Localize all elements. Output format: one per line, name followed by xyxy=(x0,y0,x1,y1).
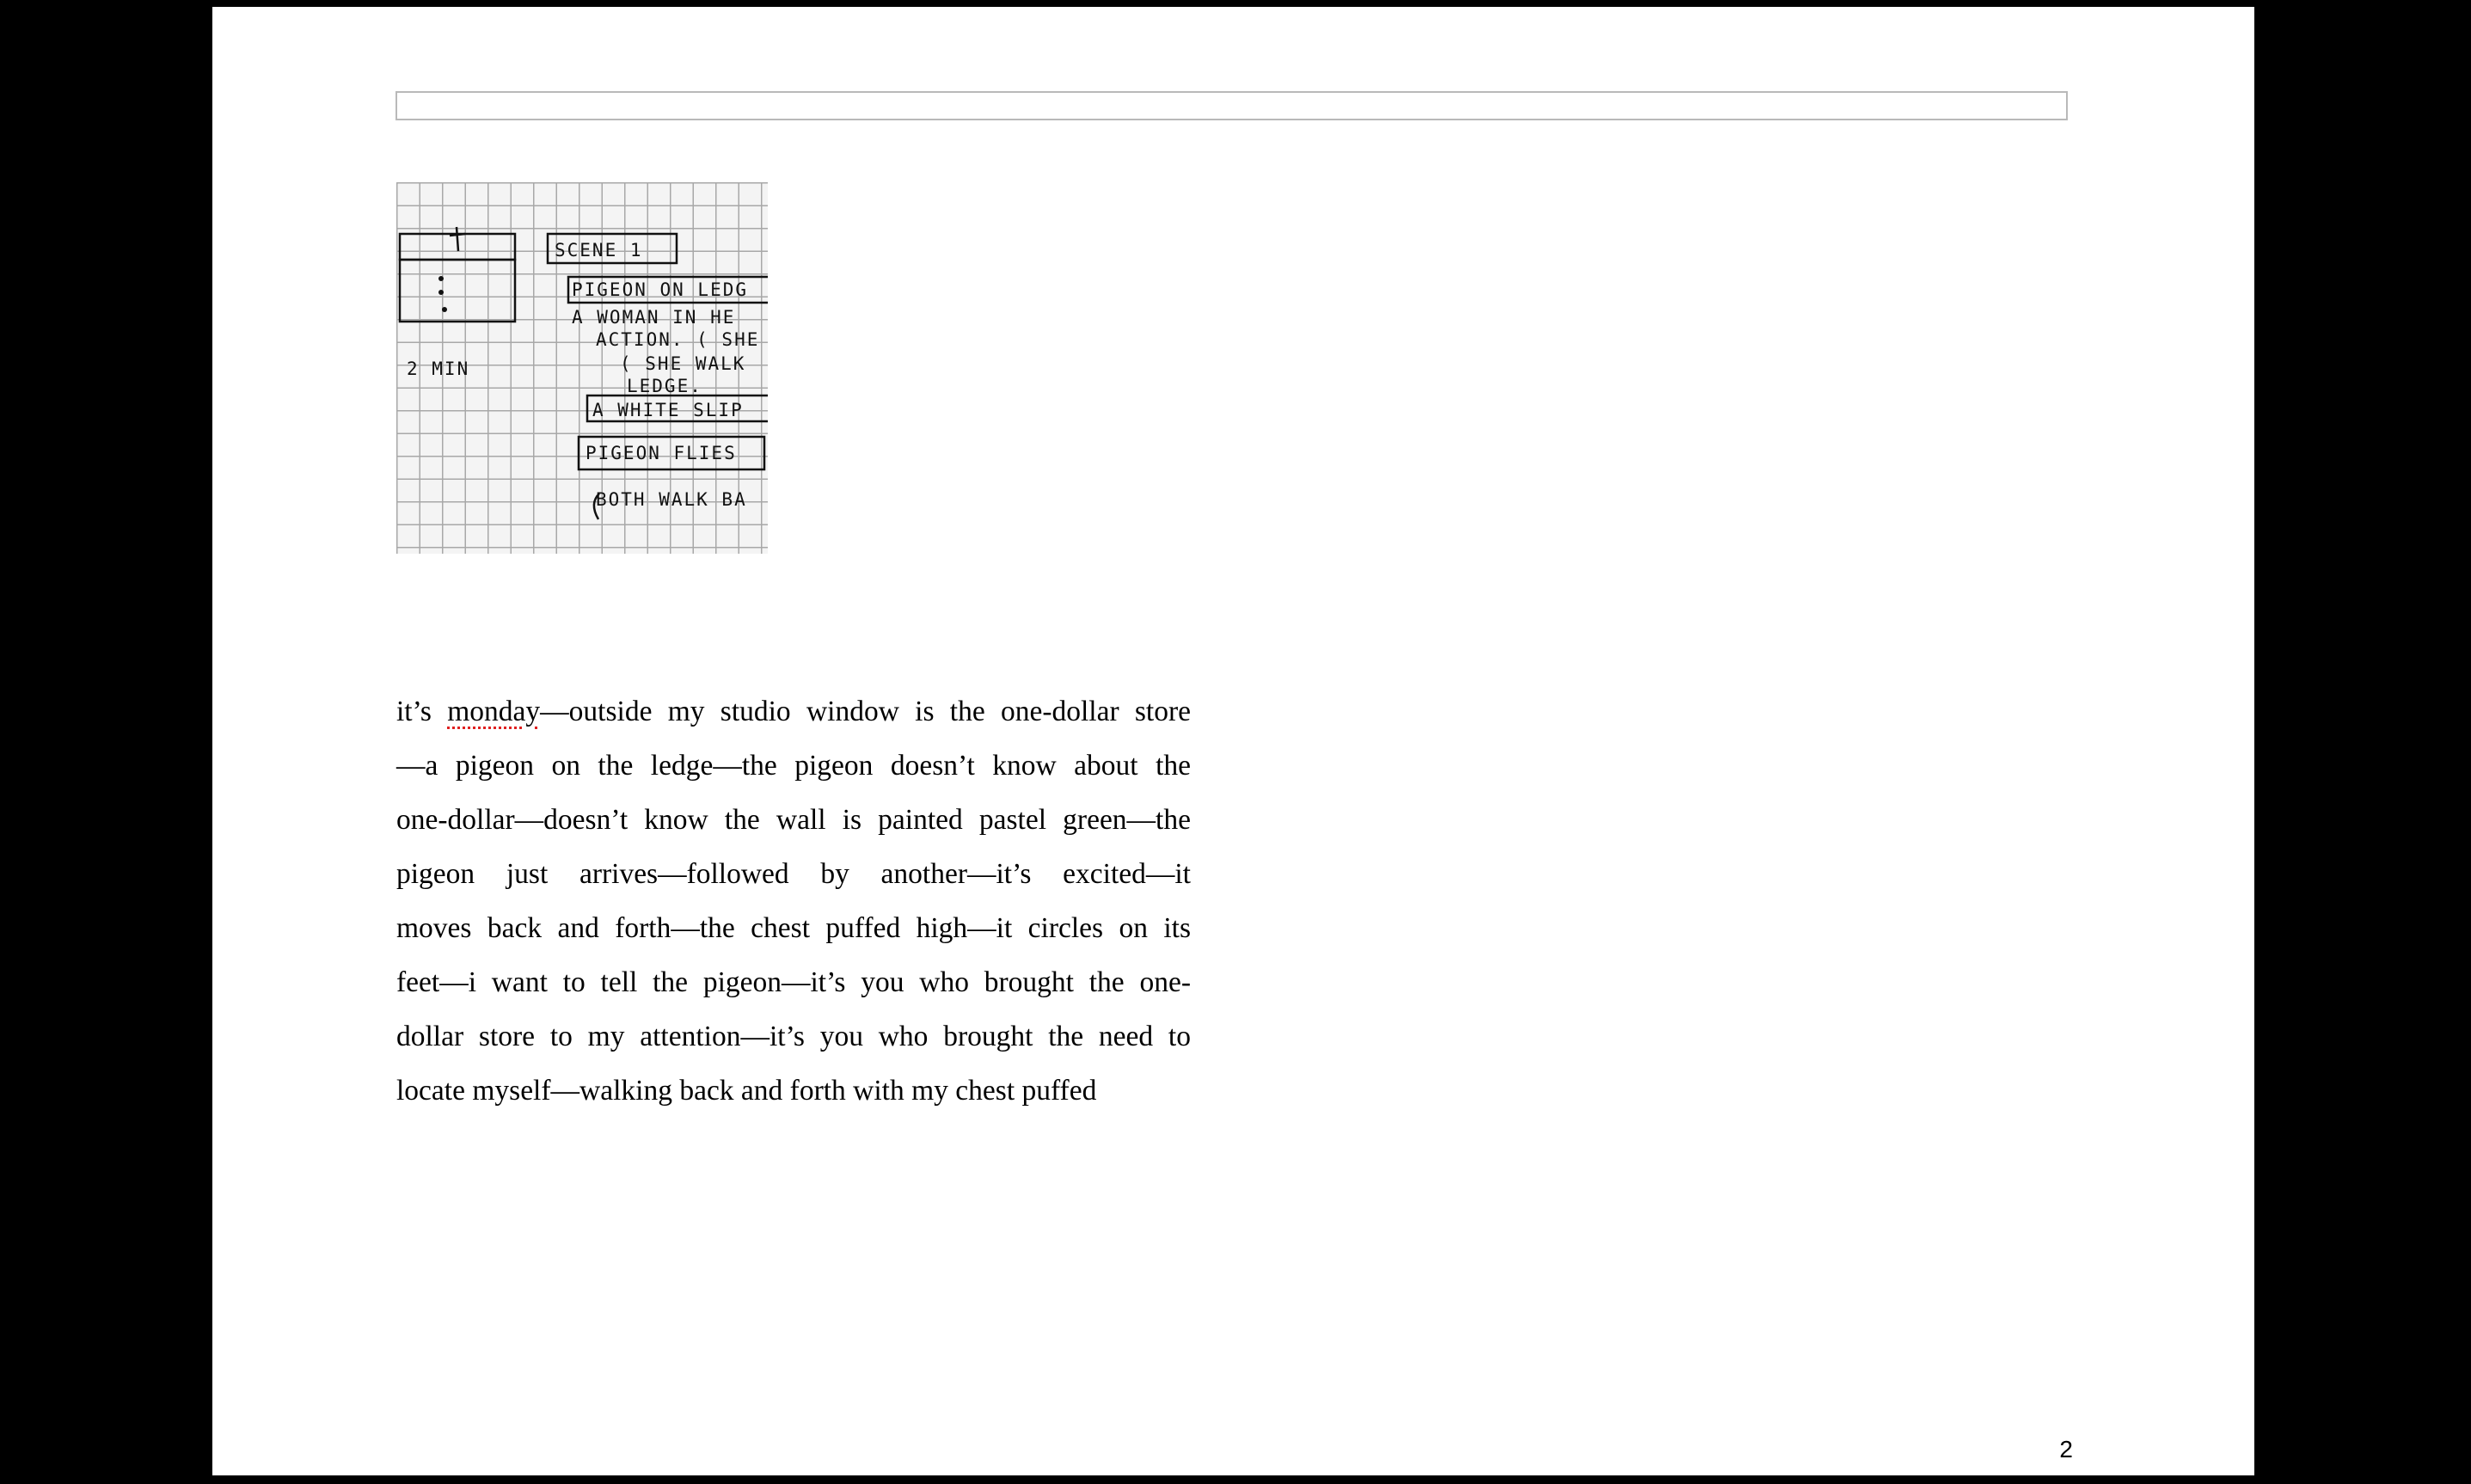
sketch-text-5: ( SHE WALK xyxy=(620,353,746,374)
text-line: pigeon just arrives—followed by another—it’s excited—it xyxy=(396,858,1191,890)
text-segment: —outside my studio window is the one-dollar store xyxy=(540,696,1191,727)
sketch-text-9: BOTH WALK BA xyxy=(596,489,747,510)
text-line xyxy=(396,684,1191,739)
sketch-text-10: 2 MIN xyxy=(407,359,470,379)
text-segment: it’s xyxy=(396,696,448,727)
sketch-text-3: A WOMAN IN HE xyxy=(572,307,736,328)
document-page xyxy=(212,7,2254,1475)
storyboard-sketch-image xyxy=(396,182,768,554)
sketch-text-2: PIGEON ON LEDG xyxy=(572,279,749,300)
sketch-text-6: LEDGE. xyxy=(627,376,702,396)
sketch-drawing xyxy=(396,182,768,554)
text-line: moves back and forth—the chest puffed high—it circles on its xyxy=(396,912,1191,944)
page-number: 2 xyxy=(2059,1436,2073,1463)
poem-paragraph[interactable] xyxy=(396,684,1191,1118)
sketch-text-4: ACTION. ( SHE xyxy=(596,329,760,350)
header-text-field[interactable] xyxy=(395,91,2068,120)
sketch-text-7: A WHITE SLIP xyxy=(592,400,744,420)
sketch-text-1: SCENE 1 xyxy=(555,240,643,261)
text-line: dollar store to my attention—it’s you who brought the need to xyxy=(396,1021,1191,1052)
text-line: locate myself—walking back and forth with my chest puffed xyxy=(396,1075,1097,1107)
spellcheck-word[interactable]: monday xyxy=(447,696,541,727)
text-line: one-dollar—doesn’t know the wall is painted pastel green—the xyxy=(396,804,1191,836)
text-line: feet—i want to tell the pigeon—it’s you who brought the one- xyxy=(396,966,1191,998)
sketch-mark xyxy=(450,227,465,251)
text-line: —a pigeon on the ledge—the pigeon doesn’t know about the xyxy=(396,750,1191,782)
sketch-box-left xyxy=(400,260,515,322)
sketch-text-8: PIGEON FLIES xyxy=(586,443,737,463)
